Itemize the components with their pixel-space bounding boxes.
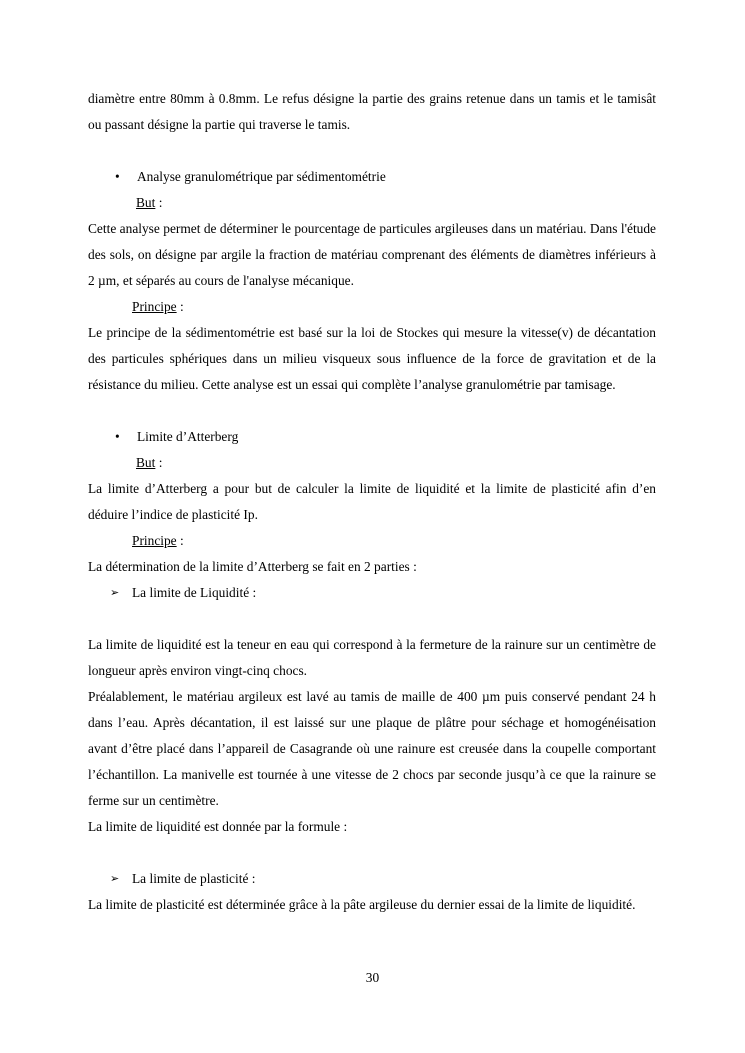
liquidite-paragraph-3: La limite de liquidité est donnée par la formule : (88, 819, 348, 834)
plasticite-paragraph-1: La limite de plasticité est déterminée grâce à la pâte argileuse du dernier essai de la limite de liquidité. (88, 897, 636, 912)
spacer (88, 138, 656, 164)
spacer (88, 398, 656, 424)
arrow-bullet-icon: ➢ (110, 586, 120, 599)
but-paragraph: Cette analyse permet de déterminer le pourcentage de particules argileuses dans un matériau. Dans l'étude des sols, on désigne par argile la fraction de matériau comprenant des éléments de diamètres inférieurs à 2 µm, et séparés au cours de l'analyse mécanique. (88, 221, 656, 288)
but-label: But (136, 195, 156, 210)
intro-paragraph: diamètre entre 80mm à 0.8mm. Le refus désigne la partie des grains retenue dans un tamis et le tamisât ou passant désigne la partie qui traverse le tamis. (88, 91, 656, 132)
plasticite-heading (88, 866, 656, 892)
spacer (88, 840, 656, 866)
principe-paragraph: Le principe de la sédimentométrie est basé sur la loi de Stockes qui mesure la vitesse(v) de décantation des particules sphériques dans un milieu visqueux sous influence de la force de gravitation et de la résistance du milieu. Cette analyse est un essai qui complète l’analyse granulométrie par tamisage. (88, 325, 656, 392)
but-colon: : (155, 455, 163, 470)
bullet-icon: • (115, 429, 120, 444)
section-sedimentometrie-heading (88, 164, 656, 190)
section-title: Analyse granulométrique par sédimentométrie (137, 169, 386, 184)
principe-colon: : (176, 533, 184, 548)
section-title: Limite d’Atterberg (137, 429, 239, 444)
spacer (88, 606, 656, 632)
principe-label: Principe (132, 533, 177, 548)
but-heading (88, 450, 656, 476)
principe-heading (88, 528, 656, 554)
page-number: 30 (365, 970, 380, 985)
section-atterberg-heading (88, 424, 656, 450)
bullet-icon: • (115, 169, 120, 184)
plasticite-title: La limite de plasticité : (132, 871, 256, 886)
principe-paragraph: La détermination de la limite d’Atterberg se fait en 2 parties : (88, 559, 417, 574)
liquidite-paragraph-1: La limite de liquidité est la teneur en eau qui correspond à la fermeture de la rainure sur un centimètre de longueur après environ vingt-cinq chocs. (88, 637, 656, 678)
but-heading (88, 190, 656, 216)
liquidite-paragraph-2: Préalablement, le matériau argileux est lavé au tamis de maille de 400 µm puis conservé pendant 24 h dans l’eau. Après décantation, il est laissé sur une plaque de plâtre pour séchage et homogénéisation avant d’être placé dans l’appareil de Casagrande où une rainure est creusée dans la coupelle comportant l’échantillon. La manivelle est tournée à une vitesse de 2 chocs par seconde jusqu’à ce que la rainure se ferme sur un centimètre. (88, 689, 656, 808)
liquidite-title: La limite de Liquidité : (132, 585, 257, 600)
liquidite-heading (88, 580, 656, 606)
principe-label: Principe (132, 299, 177, 314)
arrow-bullet-icon: ➢ (110, 872, 120, 885)
principe-heading (88, 294, 656, 320)
but-label: But (136, 455, 156, 470)
but-paragraph: La limite d’Atterberg a pour but de calculer la limite de liquidité et la limite de plasticité afin d’en déduire l’indice de plasticité Ip. (88, 481, 656, 522)
document-body (88, 86, 656, 918)
principe-colon: : (176, 299, 184, 314)
but-colon: : (155, 195, 163, 210)
